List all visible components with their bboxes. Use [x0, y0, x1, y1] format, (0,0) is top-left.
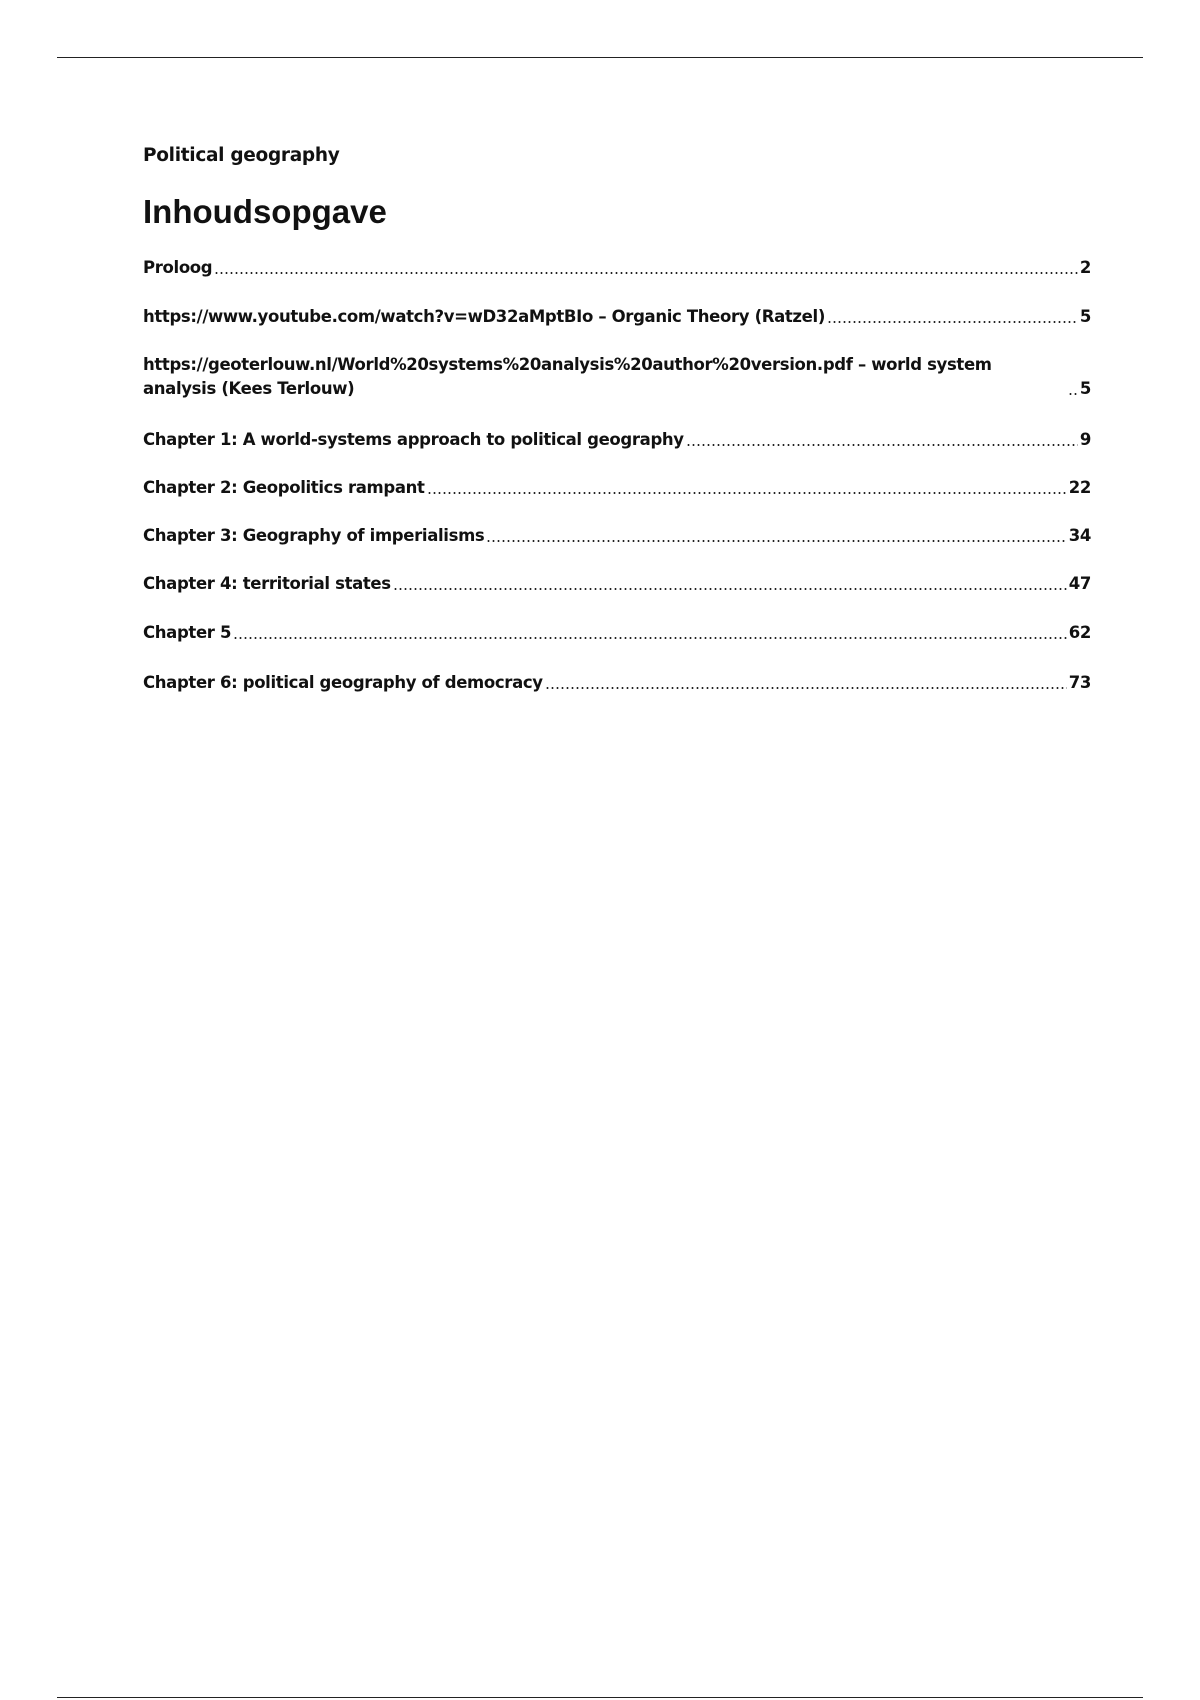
toc-entry-title: Proloog [143, 258, 213, 277]
toc-entry-page: 22 [1068, 478, 1091, 497]
toc-entry-chapter-4[interactable] [143, 572, 1091, 596]
toc-entry-title: Chapter 1: A world-systems approach to political geography [143, 430, 684, 449]
toc-leader-dots [233, 637, 1067, 639]
toc-entry-page: 5 [1079, 379, 1091, 398]
toc-entry-page: 5 [1079, 307, 1091, 326]
toc-leader-dots [214, 272, 1078, 274]
toc-leader-dots [827, 321, 1078, 323]
toc-heading: Inhoudsopgave [143, 193, 387, 230]
toc-leader-dots [1068, 393, 1078, 395]
toc-entry-page: 2 [1079, 258, 1091, 277]
toc-entry-title: https://www.youtube.com/watch?v=wD32aMptBIo – Organic Theory (Ratzel) [143, 307, 826, 326]
toc-entry-page: 73 [1068, 673, 1091, 692]
toc-entry-page: 9 [1079, 430, 1091, 449]
footer-rule [57, 1697, 1143, 1698]
toc-leader-dots [545, 687, 1067, 689]
toc-entry-title: Chapter 4: territorial states [143, 574, 391, 593]
toc-entry-title: Chapter 2: Geopolitics rampant [143, 478, 425, 497]
toc-entry-chapter-2[interactable] [143, 476, 1091, 500]
toc-entry-page: 47 [1068, 574, 1091, 593]
toc-entry-title: Chapter 3: Geography of imperialisms [143, 526, 485, 545]
toc-entry-proloog[interactable] [143, 256, 1091, 280]
toc-entry-chapter-3[interactable] [143, 524, 1091, 548]
toc-entry-title: Chapter 6: political geography of democracy [143, 673, 543, 692]
document-subtitle: Political geography [143, 145, 340, 166]
toc-entry-title: https://geoterlouw.nl/World%20systems%20analysis%20author%20version.pdf – world system analysis (Kees Terlouw) [143, 355, 992, 398]
toc-entry-organic-theory[interactable] [143, 305, 1091, 329]
toc-leader-dots [686, 444, 1078, 446]
toc-entry-chapter-5[interactable] [143, 621, 1091, 645]
toc-leader-dots [393, 588, 1067, 590]
toc-leader-dots [486, 540, 1066, 542]
toc-entry-page: 34 [1068, 526, 1091, 545]
toc-entry-title: Chapter 5 [143, 623, 232, 642]
header-rule [57, 57, 1143, 58]
toc-entry-world-system-analysis[interactable] [143, 353, 1091, 401]
toc-entry-chapter-6[interactable] [143, 671, 1091, 695]
toc-entry-page: 62 [1068, 623, 1091, 642]
toc-leader-dots [427, 492, 1067, 494]
toc-entry-chapter-1[interactable] [143, 428, 1091, 452]
